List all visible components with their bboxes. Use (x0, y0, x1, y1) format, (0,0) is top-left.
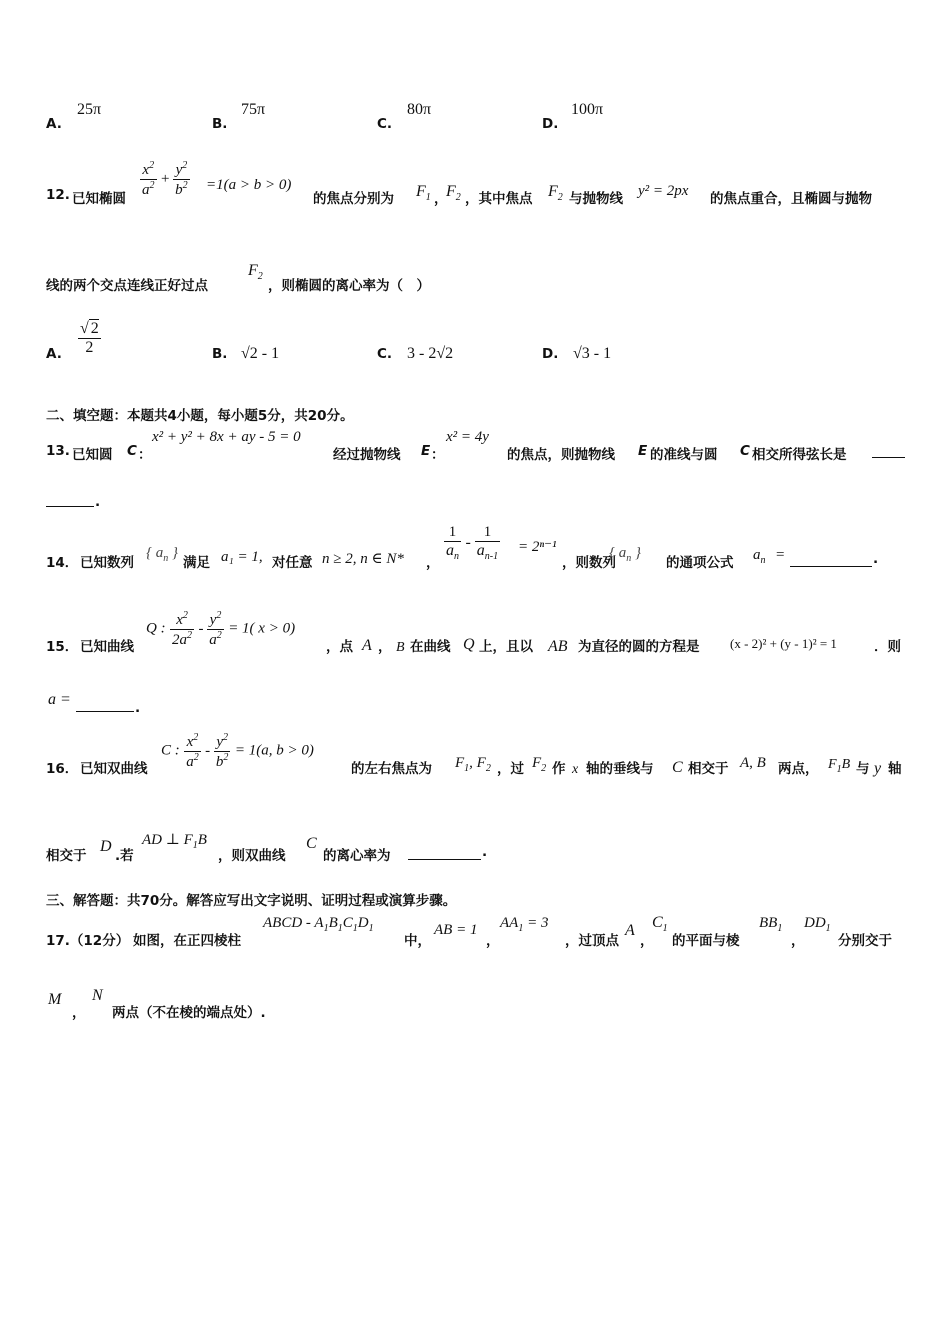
q16-point-d: D (100, 838, 112, 855)
q14-sequence-an-2: { $a_n$ } (609, 545, 641, 564)
q17-text: ， (640, 933, 654, 949)
q16-hyperbola-equation: C : $\frac{x^2}{a^2}$ - $\frac{y^2}{b^2}$ = 1(a, b > 0) (161, 732, 314, 770)
q11-option-b-value: 75π (241, 101, 266, 118)
q15-point-b: B (396, 640, 405, 655)
q11-option-c-label: C. (377, 116, 393, 132)
q17-prism: ABCD - $A_1B_1C_1D_1$ (263, 915, 374, 934)
q17-vertex-a: A (625, 922, 635, 939)
q17-aa1-length: $AA_1 = 3$ (500, 915, 549, 934)
q17-point-m: M (48, 991, 62, 1008)
q12-text: 的焦点重合，且椭圆与抛物 (710, 191, 872, 207)
q11-option-a-value: 25π (77, 101, 102, 118)
q17-text: 中， (404, 933, 431, 949)
q13-circle-c-2: C (740, 443, 750, 459)
q15-text: 上，且以 (479, 639, 533, 655)
q13-circle-c: C (127, 443, 137, 459)
q17-vertex-c1: $C_1$ (652, 914, 668, 935)
q12-focus-f2: $F_2$ (446, 183, 461, 204)
q16-y-axis: y (874, 760, 882, 777)
q12-number: 12. (46, 187, 70, 203)
q13-answer-blank-2[interactable] (46, 492, 94, 507)
q16-text: 相交于 (688, 761, 729, 777)
q13-text: 经过抛物线 (333, 447, 401, 463)
q14-an-term: $a_n$ (753, 547, 766, 566)
q15-circle-equation: (x - 2)² + (y - 1)² = 1 (730, 636, 837, 651)
section-2-heading: 二、填空题：本题共4小题，每小题5分，共20分。 (46, 408, 354, 424)
q14-equals: = (776, 547, 785, 563)
q14-sequence-an: { $a_n$ } (146, 545, 178, 564)
q16-points-ab: A, B (740, 755, 766, 771)
q14-text: ， (426, 555, 440, 571)
q14-condition-n: n ≥ 2, n ∈ N* (322, 551, 404, 567)
q16-text: 已知双曲线 (80, 761, 148, 777)
q16-text-line2: 相交于 (46, 848, 87, 864)
q13-text: ： (431, 447, 445, 463)
q12-focus-f1: $F_1$ (416, 183, 431, 204)
q14-text: 已知数列 (80, 555, 134, 571)
q17-edge-bb1: $BB_1$ (759, 915, 783, 934)
q16-text: 的左右焦点为 (351, 761, 432, 777)
q15-answer-blank[interactable] (76, 697, 134, 712)
q14-answer-blank[interactable] (790, 552, 872, 567)
q16-curve-c: C (672, 759, 683, 776)
q14-period: . (873, 551, 879, 567)
q12-condition: =1(a > b > 0) (206, 177, 292, 193)
q16-text-line2: ，则双曲线 (218, 848, 286, 864)
q17-text: ， (791, 933, 805, 949)
q17-edge-dd1: $DD_1$ (804, 915, 831, 934)
q17-text: ， (72, 1005, 86, 1021)
q17-text: ， (486, 933, 500, 949)
q14-text: 的通项公式 (666, 555, 734, 571)
q13-parabola-e: E (421, 443, 431, 459)
q14-text: 对任意 (272, 555, 313, 571)
q16-text-line2: .若 (115, 848, 134, 864)
q12-text: 与抛物线 (569, 191, 623, 207)
q13-parabola-e-2: E (638, 443, 648, 459)
q13-circle-equation: x² + y² + 8x + ay - 5 = 0 (152, 429, 301, 445)
q12-text: 已知椭圆 (72, 191, 126, 207)
q14-text: ，则数列 (562, 555, 616, 571)
q13-number: 13. (46, 443, 70, 459)
q15-text: 已知曲线 (80, 639, 134, 655)
q16-text: 与 (856, 761, 870, 777)
q13-text: 的焦点，则抛物线 (507, 447, 615, 463)
q15-segment-ab: AB (548, 638, 568, 655)
q17-ab-length: AB = 1 (434, 922, 478, 938)
q12-ellipse-equation: $\frac{x^2}{a^2}$ + $\frac{y^2}{b^2}$ (142, 160, 188, 198)
q13-text: 的准线与圆 (650, 447, 718, 463)
q14-text: 满足 (183, 555, 210, 571)
q11-option-b-label: B. (212, 116, 228, 132)
q14-number: 14． (46, 555, 79, 571)
q15-number: 15． (46, 639, 79, 655)
q16-x-axis: x (572, 762, 579, 777)
q15-text: ．则 (874, 639, 901, 655)
q12-text: ，其中焦点 (465, 191, 533, 207)
q11-option-d-value: 100π (571, 101, 604, 118)
q12-parabola: y² = 2px (638, 183, 689, 199)
q16-f1b: $F_1B$ (828, 757, 851, 775)
q16-text: 轴 (888, 761, 902, 777)
q17-text: 如图，在正四棱柱 (133, 933, 241, 949)
q15-text: 为直径的圆的方程是 (578, 639, 700, 655)
q12-option-d-label: D. (542, 346, 559, 362)
q12-option-b-label: B. (212, 346, 228, 362)
q14-recurrence-rhs: = 2ⁿ⁻¹ (518, 539, 557, 555)
q16-text-line2: 的离心率为 (323, 848, 391, 864)
q16-text: 轴的垂线与 (586, 761, 654, 777)
q12-text-line2: 线的两个交点连线正好过点 (46, 278, 208, 294)
q12-option-c-value: 3 - 2√2 (407, 345, 454, 362)
q16-answer-blank[interactable] (408, 845, 481, 860)
q17-text: ，过顶点 (565, 933, 619, 949)
q13-answer-blank-1[interactable] (872, 443, 905, 458)
q16-text: 两点， (778, 761, 819, 777)
q13-parabola-equation: x² = 4y (446, 429, 489, 445)
q16-text: 作 (552, 761, 566, 777)
q14-recurrence: $\frac{1}{a_n}$ - $\frac{1}{a_{n-1}}$ (446, 524, 499, 562)
q16-foci: $F_1$, $F_2$ (455, 755, 491, 774)
q16-perpendicular: AD ⊥ $F_1B$ (142, 832, 207, 851)
q15-period: . (135, 700, 141, 716)
q17-number: 17.（12分） (46, 933, 130, 949)
q13-text: 已知圆 (72, 447, 113, 463)
q16-curve-c-2: C (306, 835, 317, 852)
q14-condition-a1: a₁ = 1, (221, 549, 263, 565)
q12-option-d-value: √3 - 1 (573, 345, 612, 362)
q15-text: ，点 (326, 639, 353, 655)
q13-period: . (95, 494, 101, 510)
q17-point-n: N (92, 987, 103, 1004)
q12-option-b-value: √2 - 1 (241, 345, 280, 362)
q17-text: 的平面与棱 (672, 933, 740, 949)
q11-option-c-value: 80π (407, 101, 432, 118)
q12-option-a-value: $\frac{√ 2}{2}$ (80, 320, 99, 356)
q16-period: . (482, 844, 488, 860)
q12-option-c-label: C. (377, 346, 393, 362)
q11-option-a-label: A. (46, 116, 62, 132)
q12-text: 的焦点分别为 (313, 191, 394, 207)
q15-point-a: A (362, 637, 372, 654)
section-3-heading: 三、解答题：共70分。解答应写出文字说明、证明过程或演算步骤。 (46, 893, 457, 909)
q12-option-a-label: A. (46, 346, 62, 362)
q15-text: ， (378, 639, 392, 655)
q17-text: 两点（不在棱的端点处）. (112, 1005, 266, 1021)
q11-option-d-label: D. (542, 116, 559, 132)
q15-answer-label: a = (48, 691, 71, 708)
q12-focus-f2-b: $F_2$ (548, 183, 563, 204)
q12-text-line2: ，则椭圆的离心率为（ ） (268, 278, 430, 294)
q17-text: 分别交于 (838, 933, 892, 949)
q16-text: ，过 (497, 761, 524, 777)
q12-point-f2: $F_2$ (248, 262, 263, 283)
q16-focus-f2: $F_2$ (532, 755, 547, 774)
q15-curve-q: Q (463, 636, 475, 653)
q15-text: 在曲线 (410, 639, 451, 655)
q13-text: 相交所得弦长是 (752, 447, 847, 463)
q15-curve-equation: Q : $\frac{x^2}{2a^2}$ - $\frac{y^2}{a^2}$ = 1( x > 0) (146, 610, 296, 648)
q13-text: ： (138, 447, 152, 463)
q16-number: 16． (46, 761, 79, 777)
